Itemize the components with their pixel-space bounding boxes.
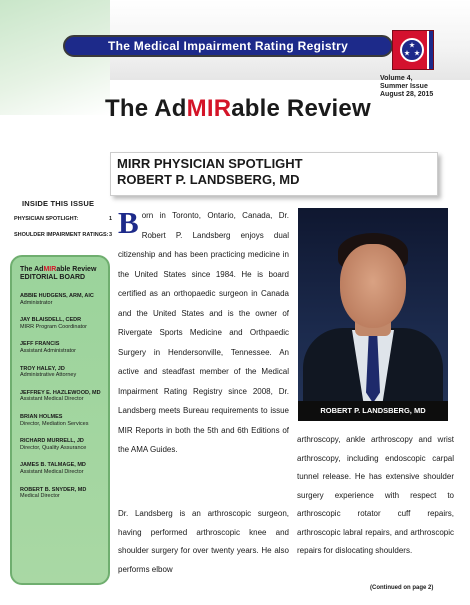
member-role: Medical Director [20, 493, 60, 500]
member-name: TROY HALEY, JD [20, 365, 65, 372]
registry-title-bar: The Medical Impairment Rating Registry [63, 35, 393, 57]
member-name: ROBERT B. SNYDER, MD [20, 486, 87, 493]
board-member [20, 414, 104, 427]
board-member [20, 438, 104, 451]
issue-volume: Volume 4, [380, 75, 413, 82]
member-name: ABBIE HUDGENS, ARM, AIC [20, 293, 94, 299]
board-member [20, 293, 104, 306]
toc-item-page: 3 [108, 232, 112, 238]
issue-season: Summer Issue [380, 83, 428, 90]
member-role: Director, Mediation Services [20, 420, 89, 427]
board-member [20, 317, 104, 330]
member-name: RICHARD MURRELL, JD [20, 438, 84, 445]
article-paragraph-1 [118, 206, 289, 460]
member-name: JAMES B. TALMAGE, MD [20, 462, 86, 469]
member-name: JEFF FRANCIS [20, 341, 60, 348]
board-subtitle: EDITORIAL BOARD [20, 274, 86, 281]
tennessee-flag-icon [392, 30, 434, 70]
spotlight-line2: ROBERT P. LANDSBERG, MD [117, 172, 300, 187]
toc-item[interactable] [14, 232, 112, 248]
drop-cap: B [118, 205, 139, 240]
board-member [20, 341, 104, 354]
member-role: Administrator [20, 299, 53, 306]
member-role: Administrative Attorney [20, 372, 77, 379]
board-title [20, 266, 104, 274]
inside-issue-title: INSIDE THIS ISSUE [22, 199, 95, 208]
masthead-part: The Ad [105, 95, 187, 122]
member-role: MIRR Program Coordinator [20, 323, 87, 330]
toc-item[interactable] [14, 216, 112, 232]
continued-link[interactable]: (Continued on page 2) [370, 585, 434, 591]
member-role: Assistant Medical Director [20, 396, 84, 403]
flag-disc [400, 38, 424, 62]
toc-item-label: PHYSICIAN SPOTLIGHT: [14, 216, 79, 222]
table-of-contents [14, 216, 112, 248]
photo-caption: ROBERT P. LANDSBERG, MD [298, 401, 448, 421]
editorial-board-panel [10, 255, 110, 585]
member-role: Assistant Medical Director [20, 468, 84, 475]
board-title-part: The Ad [20, 266, 44, 273]
masthead-mir: MIR [186, 95, 232, 122]
toc-item-page: 1 [108, 216, 112, 222]
physician-photo [298, 208, 448, 421]
board-title-mir: MIR [43, 266, 57, 273]
toc-item-label: SHOULDER IMPAIRMENT RATINGS: [14, 232, 109, 238]
photo-face [340, 244, 406, 328]
flag-star [404, 50, 410, 56]
member-name: BRIAN HOLMES [20, 413, 63, 420]
member-name: JEFFREY E. HAZLEWOOD, MD [20, 389, 101, 396]
spotlight-line1: MIRR PHYSICIAN SPOTLIGHT [117, 156, 303, 171]
member-role: Director, Quality Assurance [20, 444, 87, 451]
member-role: Assistant Administrator [20, 347, 76, 354]
board-member [20, 390, 104, 403]
issue-date: August 28, 2015 [380, 91, 434, 98]
newsletter-masthead [105, 95, 435, 123]
masthead-part: able Review [231, 95, 371, 122]
flag-stripe [427, 31, 433, 69]
board-member [20, 462, 104, 475]
green-corner-decoration [0, 0, 110, 115]
article-paragraph-2: Dr. Landsberg is an arthroscopic surgeon, having performed arthroscopic knee and shoulder surgery for over twenty years. He also performs elbow [118, 509, 289, 574]
flag-star [414, 50, 420, 56]
paragraph-1-text: orn in Toronto, Ontario, Canada, Dr. Robert P. Landsberg enjoys dual citizenship and has been practicing medicine in the United States since 1984. He is board certified as an orthopaedic surgeon in Canada and the United States and is the owner of Rivergate Sports Medicine and Orthpaedic Surgery in Hendersonville, Tennessee. An active and steadfast member of the Medical Impairment Rating Registry since 2008, Dr. Landsberg meets Bureau requirements to issue MIR Reports in both the 5th and 6th Editions of the AMA Guides. [118, 211, 289, 454]
board-member [20, 366, 104, 379]
board-title-part: able Review [56, 266, 97, 273]
article-column-2: arthroscopy, ankle arthroscopy and wrist arthroscopy, including endoscopic carpal tunnel release. He has extensive shoulder surgery experience with respect to arthroscopic rotator cuff repairs, arthroscopic labral repairs, and arthroscopic repairs for dislocating shoulders. [297, 435, 454, 555]
member-name: JAY BLAISDELL, CEDR [20, 317, 82, 324]
flag-star [409, 42, 415, 48]
spotlight-header [110, 152, 438, 196]
board-member [20, 487, 104, 500]
